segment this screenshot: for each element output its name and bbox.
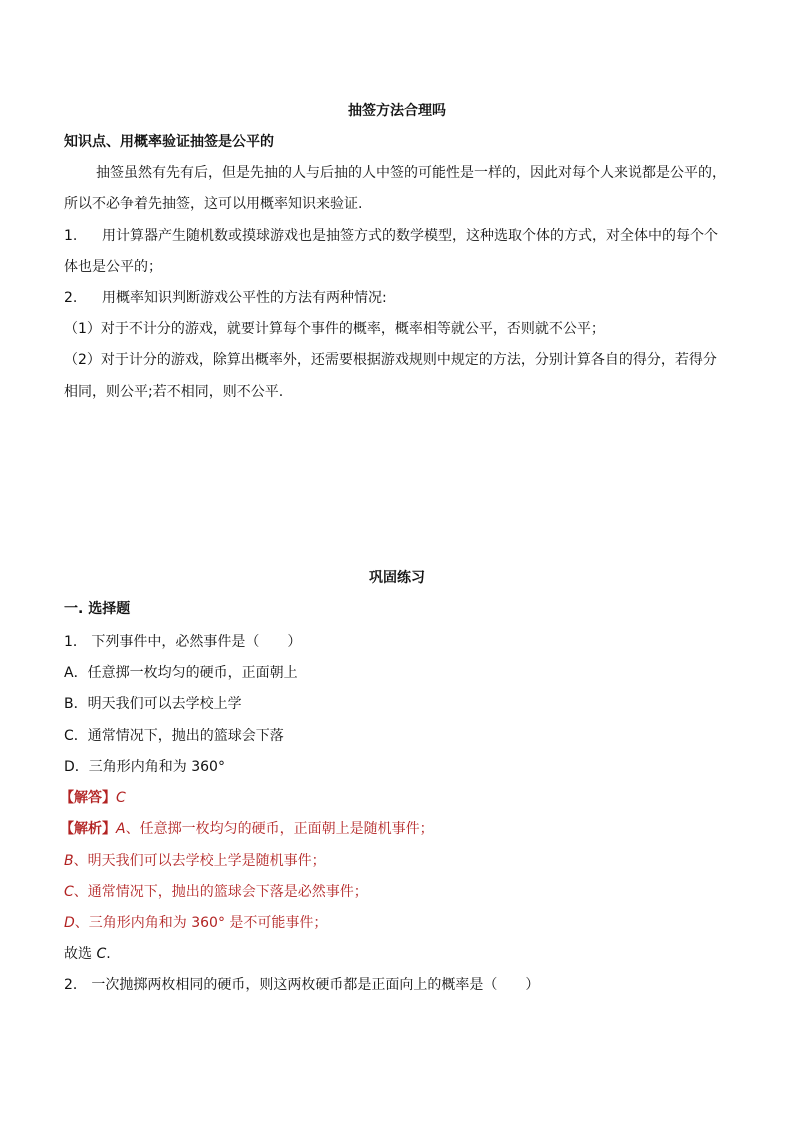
choice-section-heading: 一. 选择题 (64, 601, 131, 617)
analysis-line-b (64, 852, 326, 870)
conclusion-prefix: 故选 (64, 946, 97, 962)
analysis-label: 【解析】 (60, 821, 116, 837)
sub-item-2-line-2: 相同，则公平;若不相同，则不公平. (64, 384, 284, 400)
conclusion-letter: C (96, 946, 107, 962)
conclusion-line (64, 945, 111, 963)
practice-title: 巩固练习 (369, 570, 425, 586)
list-item-1-line-2: 体也是公平的； (64, 259, 162, 275)
section-title: 抽签方法合理吗 (348, 103, 446, 119)
analysis-text-d: 、三角形内角和为 360° 是不可能事件； (74, 915, 328, 931)
question-1-stem: 1． 下列事件中，必然事件是（ ） (64, 634, 302, 650)
paragraph-line-1: 抽签虽然有先有后，但是先抽的人与后抽的人中签的可能性是一样的，因此对每个人来说都是公平的， (96, 165, 726, 181)
question-1-option-b: B．明天我们可以去学校上学 (64, 696, 242, 712)
answer-label: 【解答】 (60, 790, 116, 806)
list-item-2-text: 用概率知识判断游戏公平性的方法有两种情况: (102, 290, 387, 306)
analysis-letter-d: D (64, 915, 75, 931)
analysis-letter-c: C (64, 884, 74, 900)
analysis-line-c (64, 883, 368, 901)
knowledge-point-heading: 知识点、用概率验证抽签是公平的 (64, 134, 274, 150)
list-item-1-number: 1. (64, 228, 78, 244)
question-1-option-c: C．通常情况下，抛出的篮球会下落 (64, 728, 284, 744)
answer-value: C (116, 790, 126, 806)
analysis-letter-a: A (116, 821, 126, 837)
answer-line (60, 789, 126, 807)
paragraph-line-2: 所以不必争着先抽签，这可以用概率知识来验证. (64, 196, 363, 212)
analysis-text-c: 、通常情况下，抛出的篮球会下落是必然事件； (73, 884, 368, 900)
list-item-1-line-1: 用计算器产生随机数或摸球游戏也是抽签方式的数学模型，这种选取个体的方式，对全体中的每个个 (102, 228, 718, 244)
sub-item-2-line-1: （2）对于计分的游戏，除算出概率外，还需要根据游戏规则中规定的方法，分别计算各自的得分，若得分 (64, 352, 717, 368)
question-1-option-d: D．三角形内角和为 360° (64, 759, 225, 775)
question-1-option-a: A．任意掷一枚均匀的硬币，正面朝上 (64, 665, 298, 681)
analysis-text-a: 、任意掷一枚均匀的硬币，正面朝上是随机事件； (125, 821, 434, 837)
list-item-2-number: 2. (64, 290, 78, 306)
conclusion-suffix: . (106, 946, 111, 962)
question-2-stem: 2． 一次抛掷两枚相同的硬币，则这两枚硬币都是正面向上的概率是（ ） (64, 977, 540, 993)
analysis-line-a (60, 820, 434, 838)
analysis-text-b: 、明天我们可以去学校上学是随机事件； (73, 853, 326, 869)
analysis-letter-b: B (64, 853, 74, 869)
analysis-line-d (64, 914, 327, 932)
sub-item-1: （1）对于不计分的游戏，就要计算每个事件的概率，概率相等就公平，否则就不公平； (64, 321, 605, 337)
